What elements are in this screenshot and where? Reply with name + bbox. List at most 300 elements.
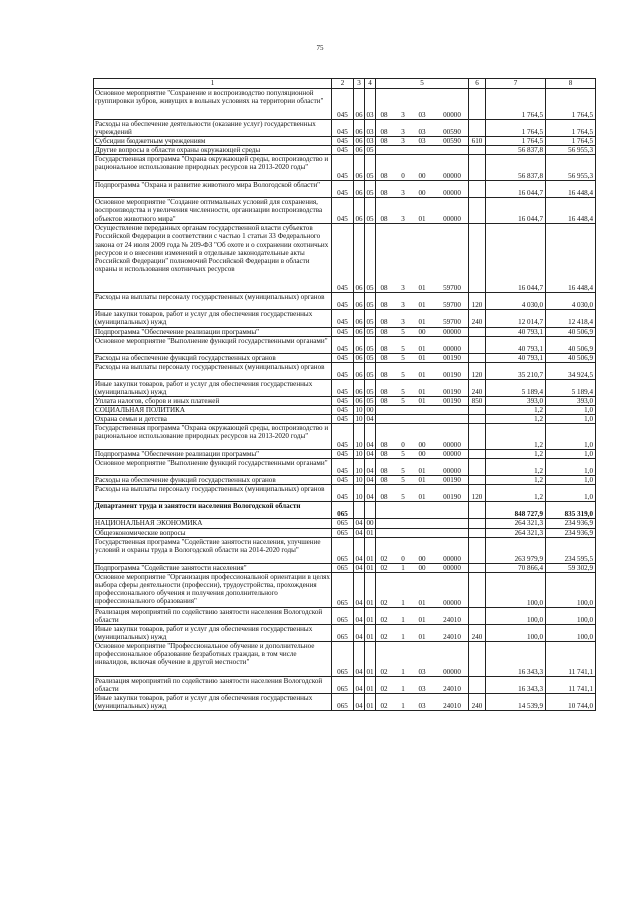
target-article-parts <box>377 301 467 309</box>
target-article-part: 00190 <box>443 396 461 405</box>
target-article-part: 59700 <box>443 318 461 327</box>
budget-table <box>93 78 596 711</box>
expense-type-cell <box>469 459 486 476</box>
row-name-cell: Осуществление переданных органам государственной власти субъектов Российской Федерации в соответствии с частью 1 статьи 33 Федерального закона от 24 июля 2009 года № 209-ФЗ "Об охоте и о сохранении охотничьих ресурсов и о внесении изменений в отдельные законодательные акты Российской Федерации" полномочий Российской Федерации в области охраны и использования охотничьих ресурсов <box>94 224 332 293</box>
target-article-cell <box>376 198 469 224</box>
table-row <box>94 224 596 293</box>
subsection-code-cell: 05 <box>366 146 374 155</box>
section-code-cell: 10 <box>355 476 363 485</box>
target-article-parts <box>377 564 467 572</box>
subsection-code-cell: 05 <box>365 310 376 327</box>
section-code-cell: 06 <box>354 293 365 310</box>
target-article-part: 00 <box>418 450 426 459</box>
amount-year1-cell: 264 321,3 <box>486 528 546 537</box>
table-row <box>94 146 596 155</box>
target-article-cell <box>376 642 469 677</box>
target-article-part: 02 <box>380 685 388 694</box>
ministry-code-cell: 065 <box>332 694 354 711</box>
subsection-code-cell: 04 <box>366 476 374 485</box>
target-article-cell <box>376 694 469 711</box>
target-article-cell <box>376 362 469 379</box>
table-row <box>94 362 596 379</box>
target-article-cell <box>376 502 469 519</box>
expense-type-cell: 120 <box>469 485 486 502</box>
target-article-part: 00590 <box>443 128 461 137</box>
subsection-code-cell: 01 <box>365 537 376 563</box>
target-article-part: 3 <box>401 189 405 198</box>
expense-type-cell: 240 <box>469 379 486 396</box>
target-article-part: 01 <box>418 301 426 310</box>
target-article-parts <box>377 284 467 292</box>
row-name-cell: Уплата налогов, сборов и иных платежей <box>94 396 332 405</box>
target-article-cell <box>376 415 469 424</box>
expense-type-cell <box>469 224 486 293</box>
ministry-code-cell: 045 <box>332 485 354 502</box>
expense-type-cell <box>469 642 486 677</box>
amount-year2-cell: 393,0 <box>546 396 596 405</box>
target-article-cell <box>376 459 469 476</box>
amount-year1-cell: 14 539,9 <box>486 694 546 711</box>
section-code-cell: 10 <box>354 459 365 476</box>
target-article-part: 00000 <box>443 441 461 450</box>
target-article-part: 00 <box>418 172 426 181</box>
target-article-part: 08 <box>380 467 388 476</box>
target-article-part: 08 <box>380 318 388 327</box>
target-article-part: 00190 <box>443 493 461 502</box>
section-code-cell: 06 <box>354 362 365 379</box>
amount-year2-cell: 1 764,5 <box>546 89 596 120</box>
section-code-cell: 10 <box>355 450 363 459</box>
target-article-cell <box>376 120 469 137</box>
amount-year2-cell: 16 448,4 <box>546 224 596 293</box>
ministry-code-cell: 065 <box>332 677 354 694</box>
target-article-parts <box>377 397 467 405</box>
ministry-code-cell: 045 <box>332 476 354 485</box>
target-article-parts <box>377 111 467 119</box>
expense-type-cell <box>469 424 486 450</box>
target-article-cell <box>376 677 469 694</box>
target-article-part: 3 <box>401 128 405 137</box>
table-row <box>94 137 596 146</box>
amount-year1-cell: 16 343,3 <box>486 677 546 694</box>
amount-year1-cell: 16 343,3 <box>486 642 546 677</box>
target-article-parts <box>377 450 467 458</box>
target-article-part: 5 <box>401 476 405 485</box>
ministry-code-cell: 045 <box>332 155 354 181</box>
target-article-cell <box>376 519 469 528</box>
row-name-cell: Расходы на обеспечение функций государственных органов <box>94 476 332 485</box>
subsection-code-cell: 01 <box>365 642 376 677</box>
amount-year2-cell: 100,0 <box>546 607 596 624</box>
ministry-code-cell: 065 <box>332 563 354 572</box>
subsection-code-cell: 05 <box>365 336 376 353</box>
table-row <box>94 694 596 711</box>
row-name-cell: Основное мероприятие "Выполнение функций государственными органами" <box>94 459 332 476</box>
target-article-part: 08 <box>380 493 388 502</box>
subsection-code-cell: 00 <box>366 519 374 528</box>
row-name-cell: Основное мероприятие "Создание оптимальных условий для сохранения, воспроизводства и увеличения численности, организации воспроизводства объектов животного мира" <box>94 198 332 224</box>
target-article-parts <box>377 215 467 223</box>
expense-type-cell <box>469 502 486 519</box>
target-article-part: 3 <box>401 318 405 327</box>
row-name-cell: Подпрограмма "Охрана и развитие животного мира Вологодской области" <box>94 181 332 198</box>
expense-type-cell <box>469 155 486 181</box>
target-article-part: 01 <box>418 370 426 379</box>
subsection-code-cell: 05 <box>365 181 376 198</box>
amount-year2-cell: 835 319,0 <box>546 502 596 519</box>
table-row <box>94 563 596 572</box>
target-article-part: 00000 <box>443 110 461 119</box>
target-article-part: 01 <box>418 215 426 224</box>
target-article-parts <box>377 668 467 676</box>
target-article-cell <box>376 181 469 198</box>
target-article-cell <box>376 424 469 450</box>
section-code-cell: 04 <box>354 677 365 694</box>
ministry-code-cell: 045 <box>332 181 354 198</box>
subsection-code-cell: 03 <box>366 137 374 146</box>
subsection-code-cell: 00 <box>366 406 374 415</box>
amount-year1-cell: 40 793,1 <box>486 327 546 336</box>
target-article-parts <box>377 137 467 145</box>
expense-type-cell <box>469 519 486 528</box>
subsection-code-cell: 01 <box>366 528 374 537</box>
amount-year1-cell: 56 837,8 <box>486 146 546 155</box>
ministry-code-cell: 045 <box>332 293 354 310</box>
section-code-cell: 06 <box>354 336 365 353</box>
table-row <box>94 607 596 624</box>
table-row <box>94 293 596 310</box>
target-article-cell <box>376 396 469 405</box>
subsection-code-cell: 01 <box>365 607 376 624</box>
row-name-cell: Иные закупки товаров, работ и услуг для обеспечения государственных (муниципальных) нужд <box>94 379 332 396</box>
expense-type-cell <box>469 406 486 415</box>
row-name-cell: Расходы на выплаты персоналу государственных (муниципальных) органов <box>94 293 332 310</box>
target-article-part: 01 <box>418 598 426 607</box>
target-article-cell <box>376 572 469 607</box>
amount-year1-cell: 40 793,1 <box>486 353 546 362</box>
amount-year2-cell: 16 448,4 <box>546 181 596 198</box>
subsection-code-cell: 05 <box>365 224 376 293</box>
target-article-parts <box>377 328 467 336</box>
target-article-part: 01 <box>418 284 426 293</box>
expense-type-cell <box>469 677 486 694</box>
ministry-code-cell: 045 <box>332 459 354 476</box>
section-code-cell: 06 <box>355 137 363 146</box>
row-name-cell: Подпрограмма "Обеспечение реализации программы" <box>94 327 332 336</box>
target-article-part: 5 <box>401 327 405 336</box>
table-row <box>94 379 596 396</box>
section-code-cell: 06 <box>354 379 365 396</box>
target-article-part: 00000 <box>443 215 461 224</box>
section-code-cell: 06 <box>354 120 365 137</box>
ministry-code-cell: 045 <box>332 89 354 120</box>
target-article-parts <box>377 616 467 624</box>
ministry-code-cell: 045 <box>332 396 354 405</box>
table-row <box>94 572 596 607</box>
amount-year1-cell: 1,2 <box>486 424 546 450</box>
row-name-cell: Подпрограмма "Обеспечение реализации программы" <box>94 450 332 459</box>
row-name-cell: Подпрограмма "Содействие занятости населения" <box>94 563 332 572</box>
amount-year2-cell: 1,0 <box>546 476 596 485</box>
amount-year2-cell: 234 936,9 <box>546 528 596 537</box>
row-name-cell: Иные закупки товаров, работ и услуг для обеспечения государственных (муниципальных) нужд <box>94 624 332 641</box>
subsection-code-cell: 05 <box>365 362 376 379</box>
amount-year1-cell: 1,2 <box>486 415 546 424</box>
target-article-parts <box>377 345 467 353</box>
target-article-parts <box>377 493 467 501</box>
target-article-part: 03 <box>418 702 426 711</box>
expense-type-cell <box>469 537 486 563</box>
target-article-cell <box>376 563 469 572</box>
amount-year2-cell: 11 741,1 <box>546 677 596 694</box>
ministry-code-cell: 065 <box>332 607 354 624</box>
subsection-code-cell: 01 <box>365 677 376 694</box>
amount-year2-cell: 34 924,5 <box>546 362 596 379</box>
target-article-part: 1 <box>401 615 405 624</box>
target-article-part: 00000 <box>443 667 461 676</box>
target-article-parts <box>377 172 467 180</box>
target-article-part: 03 <box>418 685 426 694</box>
amount-year1-cell: 1 764,5 <box>486 89 546 120</box>
target-article-part: 5 <box>401 467 405 476</box>
amount-year1-cell: 56 837,8 <box>486 155 546 181</box>
expense-type-cell <box>469 563 486 572</box>
row-name-cell: НАЦИОНАЛЬНАЯ ЭКОНОМИКА <box>94 519 332 528</box>
row-name-cell: Расходы на обеспечение деятельности (оказание услуг) государственных учреждений <box>94 120 332 137</box>
table-row <box>94 450 596 459</box>
target-article-part: 03 <box>418 110 426 119</box>
target-article-part: 08 <box>380 387 388 396</box>
expense-type-cell <box>469 415 486 424</box>
ministry-code-cell: 065 <box>332 642 354 677</box>
target-article-part: 02 <box>380 615 388 624</box>
target-article-part: 08 <box>380 370 388 379</box>
ministry-code-cell: 045 <box>332 310 354 327</box>
subsection-code-cell: 05 <box>365 293 376 310</box>
ministry-code-cell: 045 <box>332 146 354 155</box>
target-article-part: 08 <box>380 301 388 310</box>
table-row <box>94 485 596 502</box>
target-article-part: 00000 <box>443 563 461 572</box>
ministry-code-cell: 045 <box>332 224 354 293</box>
row-name-cell: Основное мероприятие "Сохранение и воспроизводство популяционной группировки зубров, живущих в вольных условиях на территории области" <box>94 89 332 120</box>
target-article-cell <box>376 89 469 120</box>
row-name-cell: Расходы на выплаты персоналу государственных (муниципальных) органов <box>94 485 332 502</box>
amount-year1-cell: 100,0 <box>486 572 546 607</box>
target-article-part: 3 <box>401 110 405 119</box>
section-code-cell: 04 <box>354 572 365 607</box>
target-article-part: 00 <box>418 189 426 198</box>
target-article-cell <box>376 607 469 624</box>
ministry-code-cell: 045 <box>332 406 354 415</box>
amount-year2-cell: 1,0 <box>546 485 596 502</box>
amount-year2-cell: 40 506,9 <box>546 353 596 362</box>
amount-year2-cell: 56 955,3 <box>546 146 596 155</box>
row-name-cell: Иные закупки товаров, работ и услуг для обеспечения государственных (муниципальных) нужд <box>94 694 332 711</box>
target-article-part: 02 <box>380 598 388 607</box>
target-article-cell <box>376 137 469 146</box>
header-cell: 1 <box>94 79 332 89</box>
amount-year2-cell: 1,0 <box>546 459 596 476</box>
section-code-cell <box>354 502 365 519</box>
amount-year1-cell: 1,2 <box>486 459 546 476</box>
target-article-parts <box>377 467 467 475</box>
target-article-part: 00000 <box>443 344 461 353</box>
expense-type-cell <box>469 181 486 198</box>
section-code-cell: 04 <box>355 528 363 537</box>
section-code-cell: 06 <box>354 198 365 224</box>
target-article-part: 00 <box>418 563 426 572</box>
amount-year1-cell: 5 189,4 <box>486 379 546 396</box>
amount-year2-cell: 1 764,5 <box>546 120 596 137</box>
target-article-part: 08 <box>380 441 388 450</box>
amount-year2-cell: 100,0 <box>546 624 596 641</box>
subsection-code-cell: 01 <box>365 694 376 711</box>
target-article-part: 5 <box>401 353 405 362</box>
amount-year1-cell: 1,2 <box>486 406 546 415</box>
table-row <box>94 642 596 677</box>
ministry-code-cell: 045 <box>332 362 354 379</box>
ministry-code-cell: 045 <box>332 353 354 362</box>
target-article-parts <box>377 633 467 641</box>
target-article-cell <box>376 224 469 293</box>
ministry-code-cell: 045 <box>332 137 354 146</box>
expense-type-cell <box>469 327 486 336</box>
amount-year1-cell: 264 321,3 <box>486 519 546 528</box>
amount-year2-cell: 5 189,4 <box>546 379 596 396</box>
row-name-cell: Государственная программа "Охрана окружающей среды, воспроизводство и рациональное использование природных ресурсов на 2013-2020 годы" <box>94 424 332 450</box>
amount-year1-cell: 4 030,0 <box>486 293 546 310</box>
target-article-parts <box>377 476 467 484</box>
target-article-part: 08 <box>380 110 388 119</box>
target-article-parts <box>377 354 467 362</box>
target-article-part: 24010 <box>443 685 461 694</box>
target-article-part: 00000 <box>443 598 461 607</box>
row-name-cell: Государственная программа "Содействие занятости населения, улучшение условий и охраны труда в Вологодской области на 2014-2020 годы" <box>94 537 332 563</box>
target-article-cell <box>376 336 469 353</box>
target-article-part: 08 <box>380 476 388 485</box>
target-article-cell <box>376 476 469 485</box>
target-article-part: 24010 <box>443 615 461 624</box>
target-article-part: 08 <box>380 189 388 198</box>
target-article-part: 00000 <box>443 189 461 198</box>
amount-year2-cell: 234 936,9 <box>546 519 596 528</box>
target-article-part: 01 <box>418 632 426 641</box>
amount-year1-cell: 12 014,7 <box>486 310 546 327</box>
table-row <box>94 181 596 198</box>
row-name-cell: СОЦИАЛЬНАЯ ПОЛИТИКА <box>94 406 332 415</box>
subsection-code-cell: 05 <box>365 155 376 181</box>
section-code-cell: 10 <box>354 424 365 450</box>
table-row <box>94 310 596 327</box>
target-article-part: 08 <box>380 344 388 353</box>
section-code-cell: 10 <box>355 406 363 415</box>
target-article-part: 02 <box>380 667 388 676</box>
header-cell: 2 <box>332 79 354 89</box>
amount-year2-cell: 1,0 <box>546 424 596 450</box>
amount-year1-cell: 1,2 <box>486 485 546 502</box>
section-code-cell: 06 <box>355 146 363 155</box>
target-article-parts <box>377 371 467 379</box>
target-article-part: 01 <box>418 476 426 485</box>
target-article-parts <box>377 685 467 693</box>
target-article-part: 3 <box>401 284 405 293</box>
target-article-cell <box>376 450 469 459</box>
target-article-part: 1 <box>401 563 405 572</box>
row-name-cell: Расходы на обеспечение функций государственных органов <box>94 353 332 362</box>
target-article-part: 24010 <box>443 632 461 641</box>
target-article-part: 00000 <box>443 450 461 459</box>
target-article-part: 5 <box>401 396 405 405</box>
row-name-cell: Основное мероприятие "Выполнение функций государственными органами" <box>94 336 332 353</box>
table-row <box>94 198 596 224</box>
target-article-cell <box>376 485 469 502</box>
target-article-part: 01 <box>418 396 426 405</box>
target-article-part: 08 <box>380 450 388 459</box>
header-cell: 6 <box>469 79 486 89</box>
subsection-code-cell: 05 <box>366 396 374 405</box>
ministry-code-cell: 045 <box>332 424 354 450</box>
target-article-part: 02 <box>380 563 388 572</box>
row-name-cell: Субсидии бюджетным учреждениям <box>94 137 332 146</box>
amount-year1-cell: 1,2 <box>486 450 546 459</box>
target-article-parts <box>377 318 467 326</box>
target-article-part: 00 <box>418 441 426 450</box>
ministry-code-cell: 045 <box>332 450 354 459</box>
target-article-part: 5 <box>401 344 405 353</box>
expense-type-cell <box>469 120 486 137</box>
table-row <box>94 476 596 485</box>
expense-type-cell <box>469 572 486 607</box>
expense-type-cell: 120 <box>469 293 486 310</box>
target-article-cell <box>376 155 469 181</box>
expense-type-cell: 610 <box>469 137 486 146</box>
amount-year2-cell: 10 744,0 <box>546 694 596 711</box>
target-article-part: 0 <box>401 172 405 181</box>
table-row <box>94 327 596 336</box>
amount-year1-cell: 16 044,7 <box>486 224 546 293</box>
target-article-part: 5 <box>401 450 405 459</box>
expense-type-cell: 240 <box>469 694 486 711</box>
target-article-cell <box>376 310 469 327</box>
target-article-part: 00 <box>418 554 426 563</box>
row-name-cell: Реализация мероприятий по содействию занятости населения Вологодской области <box>94 677 332 694</box>
target-article-part: 5 <box>401 370 405 379</box>
target-article-part: 03 <box>418 128 426 137</box>
target-article-part: 00190 <box>443 387 461 396</box>
target-article-parts <box>377 702 467 710</box>
ministry-code-cell: 045 <box>332 120 354 137</box>
amount-year2-cell: 11 741,1 <box>546 642 596 677</box>
expense-type-cell <box>469 146 486 155</box>
target-article-parts <box>377 555 467 563</box>
header-cell: 3 <box>354 79 365 89</box>
header-cell: 7 <box>486 79 546 89</box>
expense-type-cell <box>469 336 486 353</box>
amount-year1-cell: 1 764,5 <box>486 120 546 137</box>
amount-year1-cell: 848 727,9 <box>486 502 546 519</box>
header-cell: 8 <box>546 79 596 89</box>
page-number: 75 <box>316 44 324 52</box>
amount-year2-cell: 40 506,9 <box>546 336 596 353</box>
section-code-cell: 04 <box>354 624 365 641</box>
expense-type-cell: 850 <box>469 396 486 405</box>
target-article-part: 02 <box>380 554 388 563</box>
table-row <box>94 537 596 563</box>
table-row <box>94 336 596 353</box>
amount-year1-cell: 393,0 <box>486 396 546 405</box>
target-article-part: 08 <box>380 396 388 405</box>
